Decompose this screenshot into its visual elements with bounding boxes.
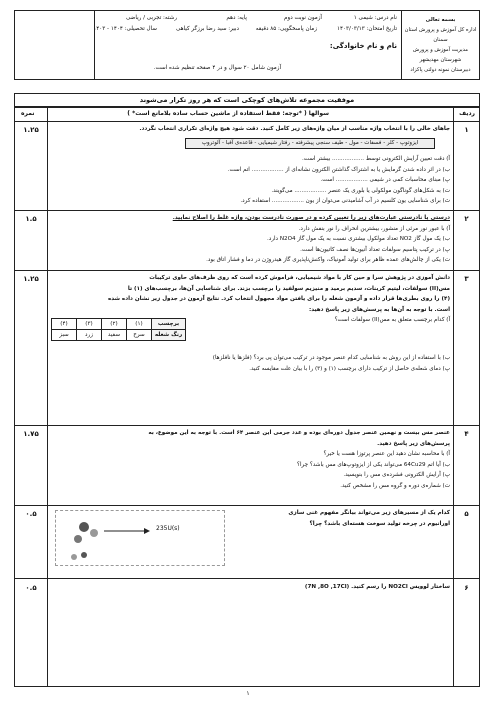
exam-details	[93, 11, 401, 79]
flame-test-table	[51, 318, 186, 341]
question-4-item-d: ت) شماره‌ی دوره و گروه مس را مشخص کنید.	[340, 482, 450, 489]
question-1-item-c: پ) مبنای محاسبات کمی در شیمی .................. است.	[320, 177, 450, 183]
cover-note: آزمون شامل ۲۰ سوال و در ۴ صفحه تنظیم شده است.	[153, 65, 281, 71]
question-2-title: درستی یا نادرستی عبارت‌های زیر را تعیین کرده و در صورت نادرست بودن، واژه غلط را اصلاح نمایید.	[172, 215, 450, 221]
question-2-item-c: پ) در ترکیب پتاسیم سولفات تعداد آنیون‌ها نصف کاتیون‌ها است.	[300, 246, 450, 253]
question-5-score: ۰.۵	[25, 510, 37, 518]
question-4-item-a: آ) با محاسبه نشان دهید این عنصر پرتوزا هست یا خیر؟	[323, 451, 450, 457]
color-cell: سرخ	[127, 330, 152, 341]
score-header: نمره	[21, 110, 35, 117]
questions-header: سوالها ( *توجه: فقط استفاده از ماشین حساب ساده بلامانع است* )	[127, 110, 329, 117]
question-6-number: ۶	[464, 584, 469, 592]
exam-duration: زمان پاسخگویی: ۸۵ دقیقه	[255, 26, 317, 32]
teacher-name: دبیر: سید رضا برزگر کیاهی	[175, 26, 239, 32]
question-1-item-a: آ) دقت تعیین آرایش الکترونی توسط .................. بیشتر است.	[301, 156, 450, 162]
row-header: ردیف	[459, 110, 475, 117]
word-bank: ایزوتوپ - کلر - فسفات - مول - طیف سنجی پیشرفته - رفتار شیمیایی - قاعده‌ی آفبا - آلوتروپ	[185, 138, 435, 149]
question-6	[50, 582, 450, 593]
exam-header	[14, 10, 480, 80]
question-1-item-b: ب) در اثر داده شدن گرمایش یا به اشتراک گذاشتن الکترون نشانه‌ای از .................. اتم است.	[227, 166, 450, 173]
uranium-label: 235U(s)	[156, 525, 180, 532]
color-cell: سبز	[52, 330, 77, 341]
enrichment-diagram-svg	[54, 511, 224, 567]
header-divider	[15, 121, 479, 122]
question-4-line-2: پرسش‌های زیر پاسخ دهید.	[377, 440, 450, 447]
question-4-number: ۴	[464, 430, 469, 438]
student-name-label: نام و نام خانوادگی:	[329, 42, 397, 50]
label-header: برچسب	[152, 319, 186, 330]
particle-icon	[81, 552, 87, 558]
question-1-items	[50, 154, 450, 207]
org-line-2: مدیریت آموزش و پرورش شهرستان مهدیشهر	[412, 47, 469, 63]
question-3-line-4: است. با توجه به آن‌ها به پرسش‌های زیر پاسخ دهید:	[308, 306, 450, 313]
student-name-box[interactable]	[15, 11, 95, 79]
motto: موفقیت مجموعه تلاش‌های کوچکی است که هر روز تکرار می‌شوند	[14, 93, 480, 107]
question-3-item-c: پ) دمای شعله‌ی حاصل از ترکیب دارای برچسب (۱) و (۳) را با بیان علت مقایسه کنید.	[249, 365, 450, 372]
question-3-item-b: ب) با استفاده از این روش به شناسایی کدام عنصر موجود در ترکیب می‌توان پی برد؟ (فلزها یا نافلزها)	[212, 355, 450, 361]
question-1-score: ۱.۲۵	[23, 126, 39, 134]
question-3-line-2: مس(II) سولفات، لیتیم کربنات، سدیم برمید و منیزیم سولفید را برچسب بزند. برای شناسایی آن‌ها، برچسب‌های (۱) تا	[127, 285, 450, 292]
color-cell: زرد	[77, 330, 102, 341]
school-year: سال تحصیلی: ۱۴۰۴ - ۱۴۰۳	[93, 26, 157, 32]
question-5-number: ۵	[464, 510, 469, 518]
enrichment-diagram	[55, 510, 225, 566]
grade: پایه: دهم	[226, 15, 247, 21]
question-3-item-a: آ) کدام برچسب متعلق به مس(II) سولفات است؟	[334, 317, 450, 323]
org-line-1: اداره کل آموزش و پرورش استان سمنان	[404, 27, 477, 43]
color-cell: سفید	[102, 330, 127, 341]
question-3-divider	[15, 425, 479, 426]
row-column-divider	[453, 108, 454, 686]
question-2-score: ۱.۵	[25, 215, 37, 223]
label-cell: (۳)	[77, 319, 102, 330]
exam-title: آزمون نوبت دوم	[284, 15, 322, 21]
label-cell: (۴)	[52, 319, 77, 330]
school-name: دبیرستان نمونه دولتی پاکزاد	[410, 67, 471, 73]
question-4-item-b: ب) آیا اتم 64Cu29 می‌تواند یکی از ایزوتوپ‌های مس باشد؟ چرا؟	[297, 461, 450, 468]
question-5-divider	[15, 578, 479, 579]
question-4-score: ۱.۷۵	[23, 430, 39, 438]
question-3-line-1: دانش آموزی در پژوهش سرا و حین کار با مواد شیمیایی، فراموش کرده است که روی ظرف‌های حاوی ترکیبات	[149, 275, 450, 281]
question-1-number: ۱	[464, 126, 469, 134]
question-4-item-c: پ) آرایش الکترونی فشرده‌ی مس را بنویسید.	[343, 472, 450, 478]
question-2-item-d: ت) یکی از چالش‌های عمده ظاهر برای تولید آمونیاک، واکنش‌ناپذیری گاز هیدروژن در دما و فشار اتاق بود.	[206, 257, 450, 263]
exam-date: تاریخ امتحان: ۱۴۰۳/۰۳/۱۳	[336, 26, 397, 32]
score-column-divider	[47, 108, 48, 686]
question-2-item-a: آ) با عبور نور مرئی از منشور، بیشترین انحراف را نور بنفش دارد.	[298, 225, 450, 232]
question-3-line-3: (۴) را روی بطری‌ها قرار داده و آزمون شعله را برای یافتن مواد مجهول انتخاب کرد. نتایج آزمون در جدول زیر نشان داده شده	[107, 296, 450, 302]
course-name: نام درس: شیمی ۱	[353, 15, 397, 21]
question-1-title: جاهای خالی را با انتخاب واژه مناسب از میان واژه‌های زیر کامل کنید. دقت شود هیچ واژه‌ای تکراری انتخاب نگردد.	[139, 126, 450, 132]
question-4-divider	[15, 505, 479, 506]
question-3-number: ۳	[464, 275, 469, 283]
particle-icon	[74, 535, 82, 543]
question-1-item-d: ت) به شکل‌های گوناگون مولکولی یا بلوری یک عنصر .................. می‌گویند.	[271, 187, 450, 194]
question-2-item-b: ب) یک مول گاز NO2 تعداد مولکول بیشتری نسبت به یک مول گاز N2O4 دارد.	[267, 236, 450, 242]
label-cell: (۱)	[127, 319, 152, 330]
school-info	[401, 11, 479, 79]
question-4	[50, 428, 450, 491]
particle-icon	[90, 529, 98, 537]
flame-test-labels-row	[52, 319, 186, 330]
question-4-line-1: عنصر مس بیست و نهمین عنصر جدول دوره‌ای بوده و عدد جرمی این عنصر ۶۴ است. با توجه به این موضوع، به	[148, 430, 450, 436]
particle-icon	[71, 554, 77, 560]
question-5-line-2: اورانیوم در چرخه تولید سوخت هسته‌ای باشد؟ چرا؟	[309, 520, 450, 527]
page-number: ۱	[246, 690, 250, 697]
arrowhead-icon	[144, 528, 150, 534]
question-6-text: ساختار لوویس NO2Cl را رسم کنید. (7N ,8O ,17Cl)	[304, 584, 450, 590]
field: رشته: تجربی / ریاضی	[125, 15, 177, 21]
color-header: رنگ شعله	[152, 330, 186, 341]
question-3-score: ۱.۲۵	[23, 275, 39, 283]
question-6-score: ۰.۵	[25, 584, 37, 592]
question-1	[50, 124, 450, 135]
question-3-more	[50, 353, 450, 374]
label-cell: (۲)	[102, 319, 127, 330]
question-5-line-1: کدام یک از مسیرهای زیر می‌تواند بیانگر مفهوم غنی سازی	[288, 510, 450, 516]
flame-test-colors-row	[52, 330, 186, 341]
question-5	[230, 508, 450, 529]
question-2	[50, 213, 450, 266]
question-1-item-e: ث) برای شناسایی یون کلسیم در آب آشامیدنی می‌توان از یون .................. استفاده کرد.	[240, 198, 450, 204]
questions-table	[14, 107, 480, 687]
question-2-number: ۲	[464, 215, 469, 223]
question-1-divider	[15, 210, 479, 211]
question-2-divider	[15, 270, 479, 271]
particle-icon	[79, 522, 89, 532]
bismillah: بسمه تعالی	[425, 17, 456, 23]
